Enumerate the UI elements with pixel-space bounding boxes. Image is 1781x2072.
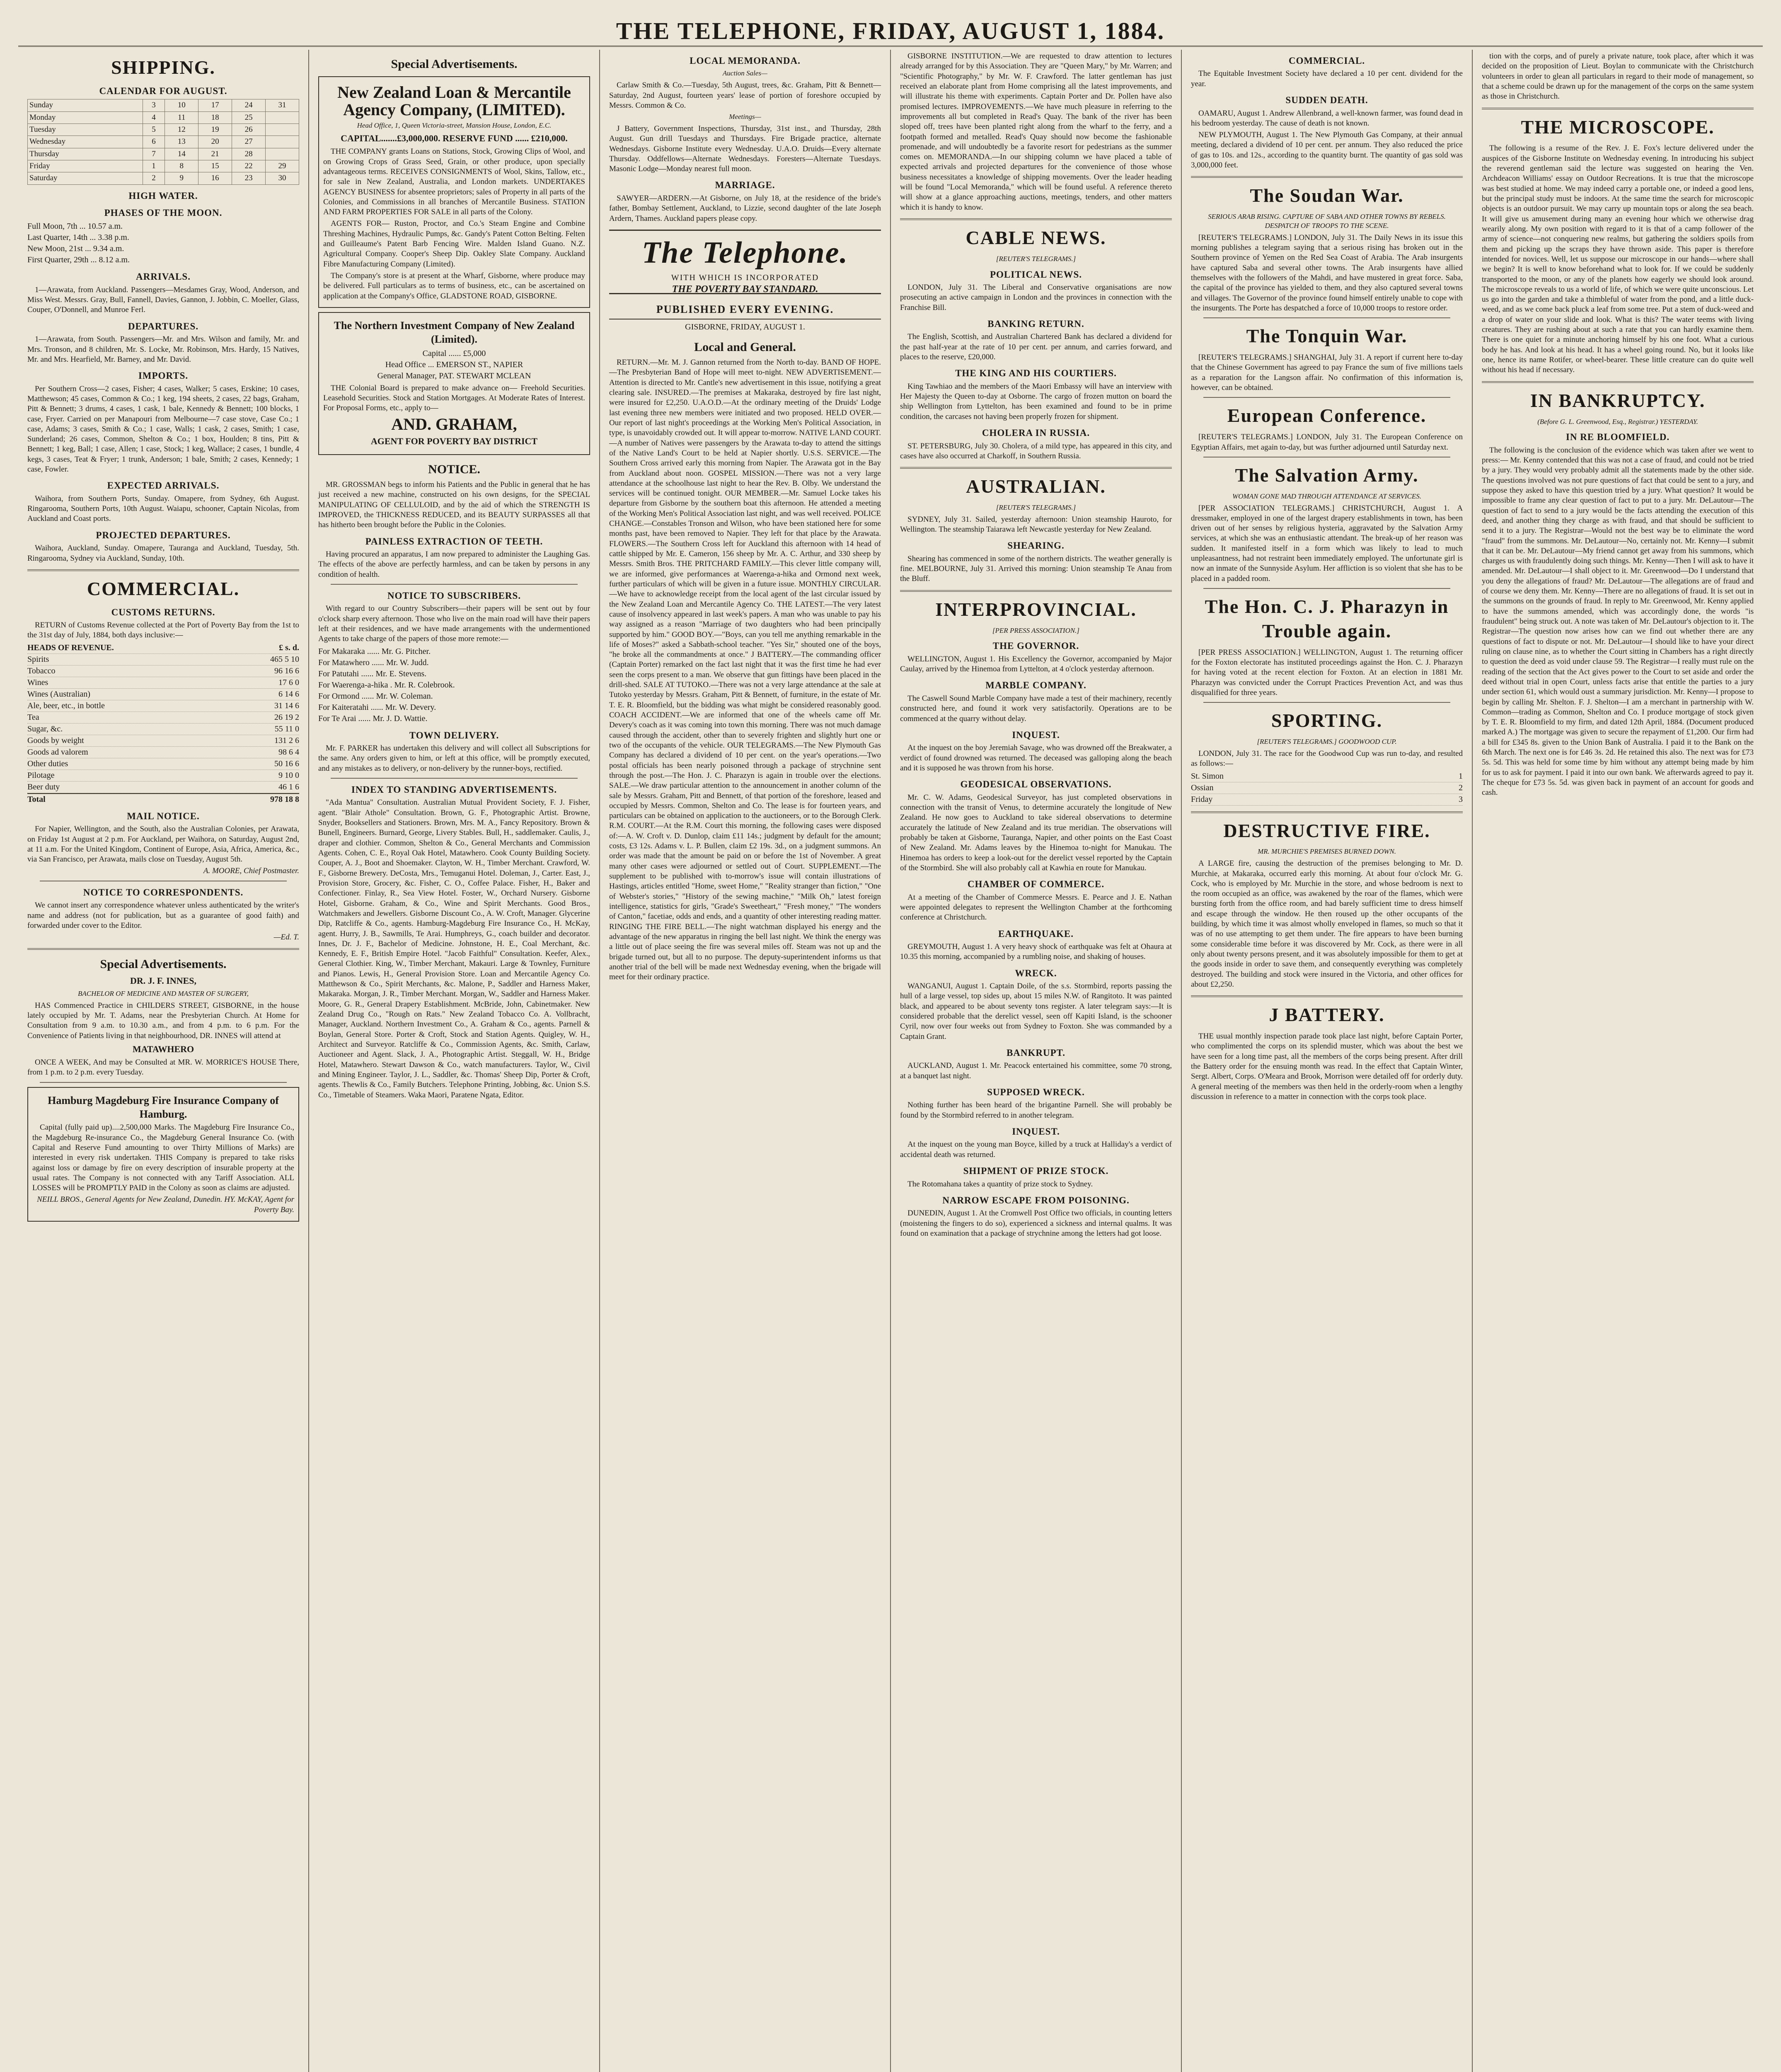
calendar-cell: 2 — [143, 172, 165, 184]
bankruptcy-sub: (Before G. L. Greenwood, Esq., Registrar.) YESTERDAY. — [1537, 417, 1698, 426]
calendar-cell: 1 — [143, 160, 165, 172]
calendar-cell: 29 — [266, 160, 299, 172]
banking-text: The English, Scottish, and Australian Chartered Bank has declared a dividend for the past half-year at the rate of 10 per cent. per annum, and carries forward, and places to the reserve, £20,000. — [900, 332, 1172, 362]
chamber-text: At a meeting of the Chamber of Commerce Messrs. E. Pearce and J. E. Nathan were appointed delegates to represent the Wellington Chamber at the forthcoming conference at Christchurch. — [900, 893, 1172, 922]
column-shipping — [18, 50, 309, 2072]
inquest2-text: At the inquest on the young man Boyce, killed by a truck at Halliday's a verdict of accidental death was returned. — [900, 1140, 1172, 1159]
cable-sub: [REUTER'S TELEGRAMS.] — [996, 254, 1076, 263]
divider — [1191, 995, 1463, 997]
agents-list — [318, 646, 590, 724]
calendar-cell: 26 — [232, 123, 266, 136]
calendar-cell: 4 — [143, 111, 165, 123]
table-row — [27, 677, 299, 689]
arrivals-heading: ARRIVALS. — [136, 271, 191, 282]
microscope-heading: THE MICROSCOPE. — [1521, 116, 1715, 138]
nz-loan-ad — [318, 76, 590, 308]
list-item: First Quarter, 29th ... 8.12 a.m. — [27, 255, 130, 265]
sporting-text: LONDON, July 31. The race for the Goodwood Cup was run to-day, and resulted as follows:— — [1191, 749, 1463, 768]
list-item: Capital ...... £5,000 — [422, 349, 486, 358]
tonquin-text: [REUTER'S TELEGRAMS.] SHANGHAI, July 31. A report if current here to-day that the Chinese Government has agreed to pay France the sum of five millions taels as a reparation for the Langson affair. No confirmation of this information is, however, can be obtained. — [1191, 353, 1463, 392]
australian-sub: [REUTER'S TELEGRAMS.] — [996, 503, 1076, 511]
hamburg-ad — [27, 1087, 299, 1222]
divider — [1191, 811, 1463, 813]
emblem-title: The Telephone. — [641, 235, 848, 270]
battery-heading: J BATTERY. — [1269, 1004, 1385, 1026]
political-text: LONDON, July 31. The Liberal and Conservative organisations are now prosecuting an active campaign in London and the provinces in connection with the Franchise Bill. — [900, 283, 1172, 312]
calendar-cell — [266, 111, 299, 123]
calendar-cell: 25 — [232, 111, 266, 123]
imports-heading: IMPORTS. — [138, 370, 189, 381]
divider — [331, 778, 578, 779]
calendar-cell: 21 — [198, 148, 232, 160]
list-item: For Te Arai ...... Mr. J. D. Wattie. — [318, 714, 428, 723]
wreck-heading: WRECK. — [1015, 968, 1057, 978]
bankrupt-heading: BANKRUPT. — [1006, 1047, 1066, 1058]
european-text: [REUTER'S TELEGRAMS.] LONDON, July 31. The European Conference on Egyptian Affairs, met again to-day, but was further adjourned until Saturday next. — [1191, 433, 1463, 452]
index-heading: INDEX TO STANDING ADVERTISEMENTS. — [351, 784, 557, 795]
customs-intro: RETURN of Customs Revenue collected at the Port of Poverty Bay from the 1st to the 31st day of July, 1884, both days inclusive:— — [27, 621, 299, 640]
subscribers-text: With regard to our Country Subscribers—their papers will be sent out by four o'clock sharp every afternoon. Those who live on the main road will have their papers left at their residences, and we have made arrangements with the undermentioned Agents to take charge of the papers of those more remote:— — [318, 604, 590, 644]
hamburg-text: Capital (fully paid up)....2,500,000 Marks. The Magdeburg Fire Insurance Co., the Magdeburg Re-insurance Co., the Magdeburg General Insurance Co. (with Capital and Reserve Fund amounting to over Thirty Millions of Marks) are interested in every risk undertaken. THIS Company is prepared to take risks against loss or damage by fire on every description of insurable property at the usual rates. The Company is not connected with any Tariff Association. ALL LOSSES will be PROMPTLY PAID in the Colony as soon as claims are adjusted. — [32, 1123, 294, 1193]
table-row — [27, 724, 299, 735]
australian-heading: AUSTRALIAN. — [966, 476, 1106, 497]
telephone-emblem — [609, 230, 881, 294]
divider — [27, 569, 299, 571]
calendar-day: Saturday — [28, 172, 143, 184]
calendar-table — [27, 99, 299, 184]
high-water-heading: HIGH WATER. — [128, 190, 198, 201]
auction-text: Carlaw Smith & Co.—Tuesday, 5th August, trees, &c. Graham, Pitt & Bennett—Saturday, 2nd August, fourteen years' lease of portion of foreshore occupied by Messrs. Common & Co. — [609, 81, 881, 110]
poisoning-heading: NARROW ESCAPE FROM POISONING. — [942, 1195, 1130, 1205]
commercial-heading: COMMERCIAL. — [87, 578, 240, 599]
painless-heading: PAINLESS EXTRACTION OF TEETH. — [365, 536, 543, 547]
divider — [331, 584, 578, 585]
calendar-cell — [266, 123, 299, 136]
interprovincial-sub: [PER PRESS ASSOCIATION.] — [992, 626, 1080, 634]
table-row — [27, 700, 299, 712]
divider — [1482, 108, 1754, 109]
cholera-heading: CHOLERA IN RUSSIA. — [982, 428, 1090, 438]
table-row — [1191, 782, 1463, 794]
commercial-text: The Equitable Investment Society have declared a 10 per cent. dividend for the year. — [1191, 69, 1463, 88]
customs-heading: CUSTOMS RETURNS. — [111, 607, 215, 617]
notice-heading: NOTICE. — [428, 462, 480, 476]
published-banner: PUBLISHED EVERY EVENING. — [609, 300, 881, 320]
calendar-cell: 22 — [232, 160, 266, 172]
sudden-death-heading: SUDDEN DEATH. — [1285, 95, 1368, 106]
divider — [900, 590, 1172, 592]
departures-heading: DEPARTURES. — [128, 321, 199, 332]
moon-list — [27, 221, 299, 266]
pharazyn-heading: The Hon. C. J. Pharazyn in Trouble again. — [1205, 596, 1449, 641]
imports-text: Per Southern Cross—2 cases, Fisher; 4 cases, Walker; 5 cases, Erskine; 10 cases, Matthewson; 45 cases, Common & Co.; 1 keg, 194 sheets, 2 cases, 22 bags, Graham, Pitt & Bennett; 3 drums, 4 cases, 1 cask, 1 bale, Kennedy & Bennett; 100 blocks, 1 case, Fryer. Carried on per Manapouri from Melbourne—7 case stove, Case Co.; 1 case, Adams; 3 cases, Smith & Co.; 1 case, Walls; 1 cask, 2 cases, Smith; 1 case, Sunderland; 26 cases, Common, Shelton & Co.; 1 box, Houlden; 8 tins, Pitt & Bennett; 1 keg, Ball; 1 case, Allen; 1 case, Stock; 1 keg, Wallace; 2 cases, 1 bundle, 4 kegs, 3 cases, Teat & Fryer; 1 trunk, Anderson; 1 bale, Smith; 2 cases, Kennedy; 1 case, Fowler. — [27, 384, 299, 474]
table-row — [27, 782, 299, 793]
calendar-cell: 28 — [232, 148, 266, 160]
correspondents-text: We cannot insert any correspondence whatever unless authenticated by the writer's name and address (not for publication, but as a guarantee of good faith) and forwarded under cover to the Editor. — [27, 901, 299, 930]
calendar-cell: 30 — [266, 172, 299, 184]
northern-details — [323, 348, 585, 382]
australian-text: SYDNEY, July 31. Sailed, yesterday afternoon: Union steamship Hauroto, for Wellington. The steamship Taiarawa left Newcastle yesterday for New Zealand. — [900, 515, 1172, 534]
table-cell: 978 18 8 — [270, 794, 299, 804]
salvation-heading: The Salvation Army. — [1235, 464, 1419, 486]
list-item: General Manager, PAT. STEWART MCLEAN — [377, 371, 531, 380]
special-ads-heading: Special Advertisements. — [100, 957, 227, 971]
calendar-cell: 23 — [232, 172, 266, 184]
nz-loan-capital: CAPITAL.......£3,000,000. RESERVE FUND ...... £210,000. — [341, 133, 568, 144]
intro-text: GISBORNE INSTITUTION.—We are requested to draw attention to lectures already arranged for by this Association. They are "Queen Mary," by Mr. Warren; and "Scientific Photography," by Mr. W. F. Crawford. The latter gentleman has just received an elaborate plant from Home comprising all the latest improvements, and will illustrate his theme with experiments. Captain Porter and Dr. Pollen have also promised lectures. IMPROVEMENTS.—We have much pleasure in referring to the improvements all but completed in Read's Quay. The bank of the river has been sloped off, trees have been planted right along from the wharf to the ferry, and a footpath formed and metalled. Read's Quay should now become the fashionable promenade, and will undoubtedly be a favorite resort for pedestrians as the summer comes on. MEMORANDA.—In our shipping column we have placed a table of expected arrivals and projected departures for the convenience of those whose business necessitates a knowledge of shipping movements. Over the leader heading will be found "Local Memoranda," which will be found useful. A reference thereto will show at a glance approaching auctions, meetings, tenders, and other matters which it is handy to know. — [900, 52, 1172, 212]
northern-investment-ad — [318, 312, 590, 455]
sporting-sub: [REUTER'S TELEGRAMS.] GOODWOOD CUP. — [1257, 738, 1397, 746]
geodesical-text: Mr. C. W. Adams, Geodesical Surveyor, has just completed observations in connection with the transit of Venus, to determine accurately the longitude of New Zealand. He now goes to Auckland to take sidereal observations to determine accurately the latitude of New Zealand and its true meridian. The observations will probably be taken at Gisborne, Tauranga, Napier, and other points on the East Coast of New Zealand. Mr. Adams leaves by the Hinemoa to-night for Manukau. The Hinemoa has orders to keep a look-out for the derelict vessel reported by the Captain of the Stormbird. She will also probably call at Kawhia en route for Manukau. — [900, 793, 1172, 872]
divider — [1203, 397, 1450, 398]
table-cell: 50 16 6 — [274, 759, 299, 768]
salvation-text: [PER ASSOCIATION TELEGRAMS.] CHRISTCHURCH, August 1. A dressmaker, employed in one of the largest drapery establishments in town, has been driven out of her senses by religious hysteria, aggravated by the Salvation Army services, at which she was an enthusiastic attendant. The break-up of her reason was sudden. It manifested itself in a form which was likely to lead to much unpleasantness, had not restraint been immediately employed. The unfortunate girl is now an inmate of the Sunnyside Asylum. Her affliction is so violent that she has to be placed in a padded room. — [1191, 503, 1463, 583]
table-cell: 3 — [1459, 794, 1463, 804]
projected-text: Waihora, Auckland, Sunday. Omapere, Tauranga and Auckland, Tuesday, 5th. Ringarooma, Sydney via Auckland, Sunday, 10th. — [27, 544, 299, 563]
battery-text: THE usual monthly inspection parade took place last night, before Captain Porter, who complimented the corps on its splendid muster, which was about the best we have seen for a long time past, all the members of the corps being present. After drill the Battery order for the ensuing month was read. In the effect that Captain Winter, Sergt. Albert, Corps. O'Meara and Brook, Morrison were detailed off for orderly duty. A general meeting of the members was then held in the orderly-room when a lengthy discussion in reference to a matter in connection with the corps took place. — [1191, 1032, 1463, 1101]
bankrupt-text: AUCKLAND, August 1. Mr. Peacock entertained his committee, some 70 strong, at a banquet last night. — [900, 1061, 1172, 1080]
table-row — [1191, 771, 1463, 782]
projected-heading: PROJECTED DEPARTURES. — [96, 530, 231, 540]
painless-text: Having procured an apparatus, I am now prepared to administer the Laughing Gas. The effects of the above are perfectly harmless, and can be taken by persons in any condition of health. — [318, 550, 590, 579]
innes-text: HAS Commenced Practice in CHILDERS STREET, GISBORNE, in the house lately occupied by Mr. T. Adams, near the Presbyterian Church. At Home for Consultation from 9 a.m. to 10.30 a.m., and from 4 p.m. to 6 p.m. For the Convenience of Patients living in that neighbourhood, DR. INNES will attend at — [27, 1001, 299, 1040]
nz-loan-title: New Zealand Loan & Mercantile Agency Company, (LIMITED). — [337, 83, 571, 119]
divider — [900, 218, 1172, 220]
calendar-cell: 7 — [143, 148, 165, 160]
table-cell: Sugar, &c. — [27, 724, 63, 733]
calendar-cell: 9 — [165, 172, 198, 184]
meetings-heading: Meetings— — [729, 113, 761, 121]
table-cell: 55 11 0 — [274, 724, 299, 733]
column-war-news — [1182, 50, 1473, 2072]
column-news — [891, 50, 1182, 2072]
list-item: For Makaraka ...... Mr. G. Pitcher. — [318, 646, 431, 656]
meetings-text: J Battery, Government Inspections, Thursday, 31st inst., and Thursday, 28th August. Gun drill Tuesdays and Thursdays. Fire Brigade practice, alternate Wednesdays. Gisborne Institute every Wednesday. U.A.O. Druids—Every alternate Thursday. Oddfellows—Alternate Wednesdays. Foresters—Alternate Tuesdays. Masonic Lodge—Monday nearest full moon. — [609, 124, 881, 174]
matawhero-heading: MATAWHERO — [132, 1043, 194, 1054]
divider — [1482, 381, 1754, 383]
prize-stock-text: The Rotomahana takes a quantity of prize stock to Sydney. — [907, 1179, 1093, 1188]
earthquake-text: GREYMOUTH, August 1. A very heavy shock of earthquake was felt at Ohaura at 10.35 this morning, accompanied by a rumbling noise, and shaking of houses. — [900, 942, 1172, 961]
subscribers-heading: NOTICE TO SUBSCRIBERS. — [387, 590, 521, 601]
correspondents-signature: —Ed. T. — [273, 933, 299, 942]
salvation-sub: WOMAN GONE MAD THROUGH ATTENDANCE AT SERVICES. — [1232, 492, 1422, 500]
sudden-death-text: OAMARU, August 1. Andrew Allenbrand, a well-known farmer, was found dead in his bedroom yesterday. The cause of death is not known. — [1191, 109, 1463, 128]
table-cell: St. Simon — [1191, 771, 1224, 781]
calendar-cell: 13 — [165, 136, 198, 148]
table-row — [27, 712, 299, 724]
calendar-day: Thursday — [28, 148, 143, 160]
table-cell: Wines (Australian) — [27, 689, 90, 699]
political-heading: POLITICAL NEWS. — [990, 269, 1082, 280]
dateline: GISBORNE, FRIDAY, AUGUST 1. — [685, 322, 805, 332]
calendar-cell: 19 — [198, 123, 232, 136]
table-cell: 6 14 6 — [278, 689, 299, 699]
table-row — [27, 642, 299, 654]
innes-title: DR. J. F. INNES, — [130, 975, 196, 986]
divider — [900, 467, 1172, 469]
calendar-cell: 3 — [143, 99, 165, 111]
calendar-cell: 16 — [198, 172, 232, 184]
table-cell: 9 10 0 — [278, 770, 299, 780]
auction-heading: Auction Sales— — [722, 69, 768, 77]
table-cell: Ossian — [1191, 783, 1214, 792]
fire-heading: DESTRUCTIVE FIRE. — [1223, 820, 1430, 841]
governor-heading: THE GOVERNOR. — [992, 641, 1079, 651]
calendar-cell: 31 — [266, 99, 299, 111]
innes-subtitle: BACHELOR OF MEDICINE AND MASTER OF SURGERY, — [78, 989, 249, 997]
departures-text: 1—Arawata, from South. Passengers—Mr. and Mrs. Wilson and family, Mr. and Mrs. Tronson, and 8 children, Mr. S. Locke, Mr. Robinson, Mrs. Hardy, 15 Natives, Mr. and Mrs. Hearfield, Mr. Barney, and Mr. David. — [27, 335, 299, 364]
delivery-text: Mr. F. PARKER has undertaken this delivery and will collect all Subscriptions for the same. Any orders given to him, or left at this office, will be promptly executed, and any mistakes as to delivery, or non-delivery by the runner-boys, rectified. — [318, 744, 590, 773]
earthquake-heading: EARTHQUAKE. — [998, 928, 1074, 939]
commercial-heading: COMMERCIAL. — [1288, 56, 1365, 66]
northern-text: THE Colonial Board is prepared to make advance on— Freehold Securities. Leasehold Securities. Stock and Station Mortgages. At Moderate Rates of Interest. For Proposal Forms, etc., apply to— — [323, 383, 585, 413]
table-header: HEADS OF REVENUE. — [27, 643, 114, 652]
calendar-cell: 10 — [165, 99, 198, 111]
table-row — [27, 689, 299, 700]
marriage-text: SAWYER—ARDERN.—At Gisborne, on July 18, at the residence of the bride's father, Bombay Settlement, Auckland, to Lizzie, second daughter of the late Joseph Ardern, Thames. Auckland papers please copy. — [609, 194, 881, 223]
bankruptcy-heading: IN BANKRUPTCY. — [1530, 390, 1706, 411]
table-row — [27, 666, 299, 677]
bankruptcy-case: IN RE BLOOMFIELD. — [1566, 432, 1670, 443]
table-cell: 46 1 6 — [278, 782, 299, 792]
calendar-cell — [266, 136, 299, 148]
shearing-text: Shearing has commenced in some of the northern districts. The weather generally is fine. MELBOURNE, July 31. Arrived this morning: Union steamship Te Anau from the Bluff. — [900, 554, 1172, 583]
king-text: King Tawhiao and the members of the Maori Embassy will have an interview with Her Majesty the Queen to-day at Osborne. The cargo of frozen mutton on board the ship Wellington from Lyttelton, has been examined and found to be in prime condition, the carcases not having been properly frozen for shipment. — [900, 382, 1172, 421]
moon-heading: PHASES OF THE MOON. — [104, 207, 223, 218]
table-row — [28, 148, 299, 160]
local-general-text: RETURN.—Mr. M. J. Gannon returned from the North to-day. BAND OF HOPE.—The Presbyterian Band of Hope will meet to-night. NEW ADVERTISEMENT.—Attention is directed to Mr. Cantle's new advertisement in this issue, notifying a great clearing sale. INSURED.—The premises at Makaraka, destroyed by fire last night, were insured for £2,250. U.A.O.D.—At the ordinary meeting of the Druids' Lodge last evening three new members were initiated and two proposed. HELD OVER.—Our report of last night's proceedings at the Working Men's Political Association, in type, is unavoidably crowded out. It will appear to-morrow. NATIVE LAND COURT.—A number of Natives were passengers by the Arawata to-day to attend the sittings of the Native Land's Court to be held at Napier shortly. U.S.S. SERVICE.—The Southern Cross arrived early this morning from Napier. The Arawata got in the Bay from Auckland about noon. GOSPEL MISSION.—There was not a very large attendance at the schoolhouse last night to hear the Rev. B. Olby. We understand the services will be continued tonight. OUR MEMBER.—Mr. Samuel Locke takes his departure from Gisborne by the southern boat this afternoon. He attended a meeting of the Working Men's Political Association last night, and was well received. POLICE CHANGE.—Constables Tronson and Wilson, who have been stationed here for some months past, have been removed to Napier. They left for that place by the Arawata. FLOWERS.—The Southern Cross left for Auckland this afternoon with 14 head of cattle shipped by Mr. E. Cameron, 156 sheep by Mr. A. C. Arthur, and 330 sheep by Messrs. Smith Bros. THE PRITCHARD FAMILY.—This clever little company will, we are informed, give performances at Waerenga-a-hika and Ormond next week, further particulars of which will be given in a future issue. MONTHLY CIRCULAR.—We have to acknowledge receipt from the local agent of the last circular issued by the New Zealand Loan and Mercantile Agency Co. THE LATEST.—The very latest cause of insolvency appeared in last week's papers. A man who was unable to pay his way assigned as a reason "Marriage of two daughters who had been principally supported by him." GOOD BOY.—"Boys, can you tell me anything remarkable in the life of Moses?" asked a Sabbath-school teacher. "Yes Sir," shouted one of the boys, "he broke all the commandments at once." J BATTERY.—The commanding officer (Captain Porter) remarked on the fact last night that it was the first time he had ever seen the corps present to a man. We observe that gun fittings have been placed in the drill-shed. SALE AT TUTOKO.—There was not a very large attendance at the sale at Tutoko yesterday by Messrs. Graham, Pitt & Bennett, of furniture, in the estate of Mr. T. E. R. Bloomfield, but the bidding was what might be considered reasonably good. COACH ACCIDENT.—We are informed that one of the wheels came off Mr. Devery's coach as it was coming into town this morning. There was not much damage caused through the accident, other than to severely frighten and slightly hurt one or two of the occupants of the vehicle. OUR TELEGRAMS.—The New Plymouth Gas Company has declared a dividend of 10 per cent. on the year's operations.—Two postal officials has been nearly poisoned through a package of strychnine sent through the post.—The Hon. J. C. Pharazyn is again in trouble over the elections. SALE.—We draw particular attention to the announcement in another column of the sale by Messrs. Graham, Pitt and Bennett, of that portion of the foreshore, leased and occupied by Messrs. Common, Shelton and Co. The lease is for fourteen years, and particulars can be obtained on application to the auctioneers, or to the Borough Clerk. R.M. COURT.—At the R.M. Court this morning, the following cases were disposed of:—A. W. Croft v. D. Dunlop, claim £11 14s.; judgment by default for the amount; costs, £3 12s. Adams v. L. P. Bullen, claim £2 19s. 3d., on a judgment summons. An order was made that the amount be paid on or before the 1st of November. A great many other cases were adjourned or settled out of Court. SUPPLEMENT.—The supplement to be published with to-morrow's issue will contain illustrations of Hastings, articles entitled "Home, sweet Home," "Reality stranger than fiction," "One of Webster's stories," "History of the sewing machine," "Milk Oh," latest foreign intelligence, statistics for girls, "Grade's Sweetheart," "Fresh money," "The wonders of Canton," facetiae, odds and ends, and a quantity of other interesting reading matter. RINGING THE FIRE BELL.—The night watchman displayed his energy and the advantage of the new apparatus in ringing the bell last night. We think the energy was a little out of place seeing the fire was several miles off. Steam was not up and the brigade turned out, but all to no purpose. The deputy-superintendent informs us that another trial of the bell will be made next Wednesday evening, when the brigade will meet for their ordinary practice. — [609, 358, 881, 982]
calendar-cell — [266, 148, 299, 160]
banking-heading: BANKING RETURN. — [987, 319, 1084, 329]
poisoning-text: DUNEDIN, August 1. At the Cromwell Post Office two officials, in counting letters (moistening the fingers to do so), experienced a sickness and internal qualms. It was found on examination that a package of strychnine among the letters had got loose. — [900, 1209, 1172, 1238]
microscope-text: The following is a resume of the Rev. J. E. Fox's lecture delivered under the auspices of the Gisborne Institute on Wednesday evening. In introducing his subject the reverend gentleman said the lecture was suggested on hearing the Ven. Archdeacon Williams' essay on Outdoor Recreations. It is true that the microscope was best studied at home. We may indeed carry a portable one, or indeed a good lens, but the principal study must be indoors. At the same time the search for microscopic objects is an outdoor pursuit. We may carry up mountain tops or along the sea beach. It will give us amusement during many an evening hour which we otherwise drag wearily along. My own position with regard to it is that of a camp follower of the army of science—not conquering new realms, but gathering the soldiers spoils from them and picking up the scraps they have thrown aside. This paper is therefore intended for novices. Well, let us suppose our microscope in our hands—where shall we begin? It is well to know beforehand what to look for. If we could be suddenly transported to the moon, or any of the planets how eagerly we should look around. The microscope reveals to us a world of life, of which we were quite unconscious. Let us go into the garden and take a thimbleful of water from the pond, and a little duck-weed, and as we come back pluck a leaf from some tree. Put a stem of duck-weed and a drop of water on your slide and look. What is this? The water teems with living creatures. They are rushing about at such a rate that you can hardly examine them. There is one quiet for a minute anchoring himself by his one foot. What a curious body he has. And look at his head. It has a wheel going round. No, but it looks like one, hence its name Rotifer, or wheel-bearer. These little creature can do quite well without his head if necessary. — [1482, 144, 1754, 375]
inquest-heading: INQUEST. — [1012, 729, 1060, 740]
calendar-cell: 5 — [143, 123, 165, 136]
shipping-heading: SHIPPING. — [111, 57, 215, 78]
calendar-day: Wednesday — [28, 136, 143, 148]
table-cell: 1 — [1459, 771, 1463, 781]
geodesical-heading: GEODESICAL OBSERVATIONS. — [960, 779, 1112, 790]
column-local — [600, 50, 891, 2072]
table-cell: Total — [27, 794, 46, 804]
column-advertisements — [309, 50, 600, 2072]
calendar-title: CALENDAR FOR AUGUST. — [99, 85, 227, 96]
table-row — [28, 123, 299, 136]
race-results — [1191, 771, 1463, 806]
table-row — [28, 136, 299, 148]
columns — [18, 50, 1763, 2072]
table-cell: Tobacco — [27, 666, 56, 675]
table-cell: 26 19 2 — [274, 712, 299, 722]
customs-table — [27, 642, 299, 805]
wreck-text: WANGANUI, August 1. Captain Doile, of the s.s. Stormbird, reports passing the hull of a large vessel, top sides up, about 15 miles N.W. of Rangitoto. It was painted black, and appeared to be about seventy tons register. A later telegram says:—It is considered probable that the derelict vessel, seen off Kapiti Island, is the schooner Cyril, now over four weeks out from Sydney to Foxton. She was commanded by a Captain Grant. — [900, 982, 1172, 1041]
divider — [1191, 176, 1463, 178]
list-item: For Ormond ...... Mr. W. Coleman. — [318, 691, 433, 701]
fire-sub: MR. MURCHIE'S PREMISES BURNED DOWN. — [1257, 847, 1396, 856]
shearing-heading: SHEARING. — [1007, 540, 1065, 551]
tonquin-heading: The Tonquin War. — [1246, 325, 1408, 347]
calendar-cell: 17 — [198, 99, 232, 111]
nz-loan-text: THE COMPANY grants Loans on Stations, Stock, Growing Clips of Wool, and on Growing Crops of Grass Seed, Grain, or other produce, upon specially advantageous terms. RECEIVES CONSIGNMENTS of Wool, Skins, Tallow, etc., for sale in New Zealand, Australia, and London markets. UNDERTAKES AGENCY BUSINESS for absentee proprietors; sales of Property in all parts of the Colonies, and Commissions in all branches of Mercantile Business. STATION AND FARM PROPERTIES FOR SALE in all parts of the Colony. — [323, 147, 585, 217]
prize-stock-heading: SHIPMENT OF PRIZE STOCK. — [963, 1166, 1109, 1176]
table-row — [28, 172, 299, 184]
hamburg-signature: NEILL BROS., General Agents for New Zealand, Dunedin. HY. McKAY, Agent for Poverty Bay. — [37, 1195, 294, 1214]
delivery-heading: TOWN DELIVERY. — [409, 730, 499, 741]
table-cell: Beer duty — [27, 782, 60, 792]
calendar-cell: 6 — [143, 136, 165, 148]
table-cell: 131 2 6 — [274, 736, 299, 745]
cable-heading: CABLE NEWS. — [966, 227, 1106, 248]
correspondents-heading: NOTICE TO CORRESPONDENTS. — [83, 887, 244, 898]
table-cell: Wines — [27, 678, 48, 687]
supposed-wreck-text: Nothing further has been heard of the brigantine Parnell. She will probably be found by the Stormbird referred to in another telegram. — [900, 1101, 1172, 1120]
table-row — [27, 758, 299, 770]
marble-heading: MARBLE COMPANY. — [985, 680, 1087, 691]
soudan-sub: SERIOUS ARAB RISING. CAPTURE OF SABA AND OTHER TOWNS BY REBELS. DESPATCH OF TROOPS TO THE SCENE. — [1208, 213, 1446, 230]
soudan-text: [REUTER'S TELEGRAMS.] LONDON, July 31. The Daily News in its issue this morning publishes a telegram saying that a serious rising has broken out in the Southern province of Yemen on the Red Sea Coast of Arabia. The Arab insurgents have captured Saba and several other towns. The Arab insurgents have allied themselves with the followers of the Mahdi, and have mustered in great force. Saba, the capital of the province has yielded to them, and they also captured several towns and villages. The Governor of the province found himself entirely unable to cope with the insurgents. The Porte has despatched a force of 10,000 troops to restore order. — [1191, 233, 1463, 312]
pharazyn-text: [PER PRESS ASSOCIATION.] WELLINGTON, August 1. The returning officer for the Foxton electorate has instituted proceedings against the Hon. C. J. Pharazyn for having voted at the recent election for Foxton. At an election in 1881 Mr. Pharazyn was convicted under the Corrupt Practices Prevention Act, and was thus disqualified for three years. — [1191, 648, 1463, 697]
nz-loan-store: The Company's store is at present at the Wharf, Gisborne, where produce may be delivered. Full particulars as to terms of business, etc., can be ascertained on application at the Company's Office, GLADSTONE ROAD, GISBORNE. — [323, 271, 585, 300]
nz-loan-agents: AGENTS FOR— Ruston, Proctor, and Co.'s Steam Engine and Combine Threshing Machines, Hydraulic Pumps, &c. Gandy's Patent Cotton Belting. Felten and Guilleaume's Patent Barb Fencing Wire. Malden Island Guano. N.Z. Agricultural Company. Cooper's Sheep Dip. Oakley Slate Company. Auckland Fibre Manufacturing Company (Limited). — [323, 219, 585, 269]
mail-text: For Napier, Wellington, and the South, also the Australian Colonies, per Arawata, on Friday 1st August at 2 p.m. For Auckland, per Waihora, on Saturday, August 2nd, at 11 a.m. For the United Kingdom, Continent of Europe, Asia, Africa, America, &c., via San Francisco, per Arawata, mails close on Tuesday, August 5th. — [27, 825, 299, 864]
expected-heading: EXPECTED ARRIVALS. — [107, 480, 220, 491]
supposed-wreck-heading: SUPPOSED WRECK. — [987, 1087, 1085, 1097]
divider — [1203, 702, 1450, 703]
inquest2-heading: INQUEST. — [1012, 1126, 1060, 1137]
calendar-cell: 18 — [198, 111, 232, 123]
table-cell: Tea — [27, 712, 39, 722]
list-item: Last Quarter, 14th ... 3.38 p.m. — [27, 233, 129, 242]
calendar-day: Tuesday — [28, 123, 143, 136]
calendar-cell: 15 — [198, 160, 232, 172]
arrivals-text: 1—Arawata, from Auckland. Passengers—Mesdames Gray, Wood, Anderson, and Miss West. Messrs. Gray, Bull, Fannell, Davies, Gannon, J. Jobbin, C. Moeller, Glass, Couper, O'Donnell, and Munroe Ferl. — [27, 285, 299, 315]
list-item: Full Moon, 7th ... 10.57 a.m. — [27, 222, 123, 231]
table-cell: Friday — [1191, 794, 1213, 804]
table-row — [28, 99, 299, 111]
marriage-heading: MARRIAGE. — [715, 180, 775, 191]
divider — [40, 1082, 287, 1083]
calendar-cell: 24 — [232, 99, 266, 111]
calendar-day: Friday — [28, 160, 143, 172]
table-row — [27, 747, 299, 758]
inquest-text: At the inquest on the boy Jeremiah Savage, who was drowned off the Breakwater, a verdict of found drowned was returned. The deceased was galloping along the beach and it is supposed he was thrown from his horse. — [900, 743, 1172, 772]
divider — [1203, 317, 1450, 318]
calendar-day: Sunday — [28, 99, 143, 111]
nz-loan-head-office: Head Office, 1, Queen Victoria-street, Mansion House, London, E.C. — [357, 121, 552, 130]
mail-heading: MAIL NOTICE. — [127, 811, 200, 821]
calendar-cell: 20 — [198, 136, 232, 148]
expected-text: Waihora, from Southern Ports, Sunday. Omapere, from Sydney, 6th August. Ringarooma, Southern Ports, 10th August. Waiapu, schooner, Captain Nicolas, from Auckland and Coast ports. — [27, 494, 299, 523]
table-cell: Goods ad valorem — [27, 747, 88, 757]
list-item: Head Office ... EMERSON ST., NAPIER — [385, 360, 523, 369]
soudan-heading: The Soudan War. — [1250, 185, 1404, 206]
notice-text: MR. GROSSMAN begs to inform his Patients and the Public in general that he has just received a new machine, constructed on his own designs, for the SPECIAL MANIPULATING OF CELLULOID, and by the aid of which the STRENGTH IS IMPROVED, the THICKNESS REDUCED, and its BEAUTY SURPASSES all that has hitherto been brought before the Public in the Colonies. — [318, 480, 590, 530]
fire-text: A LARGE fire, causing the destruction of the premises belonging to Mr. D. Murchie, at Makaraka, occurred early this morning. At about four o'clock Mr. G. Cock, who is employed by Mr. Murchie in the store, and whose bedroom is next to the room occupied as an office, was awakened by the roar of the flames, which were bursting forth from the office room, and had barely sufficient time to dress himself and escape through the window. He then roused up the other occupants of the building, by which time it was almost wholly enveloped in flames, so much so that it was of no use attempting to get them under. The fire appears to have been burning some considerable time before it was discovered by Mr. Cock, as there were in all only about twenty persons present, and it was absolutely impossible for them to get at the goods inside in order to save them, and consequently everything was completely destroyed. The building and stock were insured in the Victoria, and other offices for about £2,250. — [1191, 859, 1463, 989]
graham-name: AND. GRAHAM, — [391, 415, 517, 434]
emblem-incorporated: WITH WHICH IS INCORPORATED — [671, 273, 819, 282]
local-memoranda-heading: LOCAL MEMORANDA. — [690, 56, 801, 66]
chamber-heading: CHAMBER OF COMMERCE. — [967, 879, 1105, 890]
table-row — [27, 654, 299, 666]
northern-title: The Northern Investment Company of New Zealand (Limited). — [334, 319, 575, 346]
table-cell: 31 14 6 — [274, 701, 299, 710]
divider — [1203, 588, 1450, 589]
column-lectures — [1473, 50, 1763, 2072]
table-row — [28, 111, 299, 123]
cholera-text: ST. PETERSBURG, July 30. Cholera, of a mild type, has appeared in this city, and cases have also occurred at Charkoff, in Southern Russia. — [900, 441, 1172, 460]
table-cell: 465 5 10 — [270, 654, 299, 664]
local-general-heading: Local and General. — [694, 340, 796, 354]
table-cell: 98 6 4 — [278, 747, 299, 757]
divider — [27, 948, 299, 950]
continued-text: tion with the corps, and of purely a private nature, took place, after which it was decided on the proposition of Lieut. Boylan to communicate with the Christchurch volunteers in order to glean all particulars in regard to their mode of management, so that a scheme could be drawn up for the management of the corps on the same system as those in Christchurch. — [1482, 52, 1754, 101]
list-item: New Moon, 21st ... 9.34 a.m. — [27, 244, 124, 254]
bankruptcy-text: The following is the conclusion of the evidence which was taken after we went to press:— Mr. Kenny contended that this was not a case of fraud, and could not be tried by a jury. They would very probably admit all the statements made by the other side. The questions involved was not pure questions of fact that could be sent to a jury, and suppose they asked to have this question tried by a jury. What question? It would be impossible to frame any clear question of fact to put to a jury. Mr. DeLautour—The question of fact to send to a jury would be the facts attending the execution of this deed, and another thing they charge as with fraud, and that should be sufficient to send it to a jury. The Registrar—Would not the best way be to eliminate the word "fraud" from the summons. Mr. DeLautour—No, certainly not. Mr. Kenny—I submit that it can be. Mr. DeLautour—My friend cannot get away from his summons, which charges us with fraudulently doing such things. Mr. Kenny—Then I will ask to have it amended. Mr. DeLautour—I shall object to it. Mr. Greenwood—Do I understand that you deny the allegations of fraud? Mr. DeLautour—The allegations are of fraud and of course we deny them. Mr. Kenny—There are no allegations of fraud. It is set out in the summons on the grounds of fraud. In reply to Mr. Greenwood, Mr. Kenny applied to have the summons amended, which was accordingly done, the words "is fraudulent" being struck out. A note was taken of Mr. DeLautour's objection to it. The Registrar—The question now arises how can we find out whether there are any questions of fact to dispute or not. Mr. DeLautour—I should like to have your direct ruling on clause nine, as to whether the Court sitting in Chambers has a right directly to question the deed as void under clause 59. The Registrar—I really must rule on the reading of the section that the Act gives power to the Court to set aside and order the deed without trial in open Court, unless facts arise that entitle the parties to a jury under section 61, which would oust a summary jurisdiction. Mr. Kenny—I propose to begin by calling Mr. Shelton. F. J. Shelton—I am a merchant in partnership with W. Common—trading as Common, Shelton and Co. I produce mortgage of stock given by T. E. R. Bloomfield to my firm, and dated 12th April, 1884. (Document produced marked A.) The mortgage was given to secure the repayment of £1,200. Our firm had a bill for £345 8s. given to the Union Bank of Australia. I paid it to the Bank on the 6th March. The next one is for £46 3s. 2d. He retained this also. The next was for £73 5s. 5d. This was held for some time by him without any attempt being made by him for us to ask for payment. I paid it into our own bank. We afterwards agreed to pay it. The cheque for £73 5s. 5d. was given back in payment of an account for goods and cash. — [1482, 445, 1754, 797]
table-row-total — [27, 793, 299, 805]
table-cell: Spirits — [27, 654, 49, 664]
table-row — [1191, 794, 1463, 806]
table-row — [27, 735, 299, 747]
marble-text: The Caswell Sound Marble Company have made a test of their machinery, recently constructed here, and found it work very satisfactorily. Operations are to be commenced at the quarry without delay. — [900, 694, 1172, 723]
hamburg-title: Hamburg Magdeburg Fire Insurance Company of Hamburg. — [48, 1094, 279, 1121]
table-row — [28, 160, 299, 172]
calendar-cell: 11 — [165, 111, 198, 123]
index-text: "Ada Mantua" Consultation. Australian Mutual Provident Society, F. J. Fisher, agent. "Blair Athole" Consultation. Brown, G. F., Photographic Artist. Browne, Snyder, Booksellers and Stationers. Brown, Mrs. M. A., Fancy Repository. Brown & Bunell, Engineers. Burnard, George, Livery Stables. Bull, H., saddlemaker. Caulis, J., draper and clothier. Common, Shelton & Co., General Merchants and Commission Agents. Cohen, C. E., Royal Oak Hotel, Matawhero. Cook County Building Society. Couper, A. J., Boot and Shoemaker. Clayton, W. H., Timber Merchant. Crawford, W. F., Gisborne Brewery. DeCosta, Mrs., Temuganui Hotel. Doleman, J., Carter. East, J., Provision Store, Grocery, &c. Fisher, C. O., Coffee Palace. Fisher, H., Baker and Confectioner. Finlay, R., Sea View Hotel. Foster, W., Orchard Nursery. Gisborne Hotel, Gisborne. Graham, & Co., Wine and Spirit Merchants. Good Bros., Watchmakers and Jewellers. Gisborne Discount Co., A. W. Croft, Manager. Glycerine Dip, Ratcliffe & Co., agents. Hamburg-Magdeburg Fire Insurance Co., H. McKay, agent. Hurry, J. B., Sawmills, Te Arai. Humphreys, G., coach builder and decorator. Innes, Dr. J. F., Bachelor of Medicine. Johnstone, H. E., Coal Merchant, &c. Kennedy, E. F., British Empire Hotel. "Jacob Faithful" Consultation. Keefer, Alex., General Clothier. King, W., Timber Merchant, Makauri. Large & Townley, Furniture and Pianos. Lewis, H., General Provision Store. Loan and Mercantile Agency Co. Matthewson & Co., Spirit Merchants, &c. Malone, P., Saddler and Harness Maker, Makaraka. Morgan, J. R., Timber Merchant. Morgan, W., Saddler and Harness Maker. Moore, G. R., General Drapery Establishment. McBride, John, Cabinetmaker. New Zealand Drug Co., "Rough on Rats." New Zealand Tobacco Co. A. Vollbracht, Manager, Auckland. Northern Investment Co., A. Graham & Co., agents. Parnell & Boylan, General Store. Porter & Croft, Stock and Station Agents. Quigley, W. H., Architect and Surveyor. Ratcliffe & Co., Commission Agents, &c. Smith, Carlaw, Auctioneer and Agent. Slack, J. A., Photographic Artist. Steggall, W. H., Bridge Hotel, Matawhero. Stewart Dawson & Co., watch manufacturers. Taylor, W., Civil and Mining Engineer. Taylor, J. L., Saddler, &c. Thomas' Sheep Dip, Porter & Croft, agents. Thewlis & Co., Family Butchers. Telephone Printing, Jobbing, &c. Union S.S. Co., Timetable of Steamers. Waka Maori, Paratene Ngata, Editor. — [318, 798, 590, 1099]
interprovincial-heading: INTERPROVINCIAL. — [935, 598, 1137, 620]
list-item: For Waerenga-a-hika . Mr. R. Colebrook. — [318, 680, 455, 690]
graham-sub: AGENT FOR POVERTY BAY DISTRICT — [370, 436, 538, 447]
european-heading: European Conference. — [1227, 405, 1427, 426]
gas-text: NEW PLYMOUTH, August 1. The New Plymouth Gas Company, at their annual meeting, declared a dividend of 10 per cent. per annum. They also reduced the price of gas to 10s. and 12s., according to the quantity burnt. The quantity of gas sold was 3,000,000 feet. — [1191, 131, 1463, 170]
matawhero-text: ONCE A WEEK, And may be Consulted at MR. W. MORRICE'S HOUSE There, from 1 p.m. to 2 p.m. every Tuesday. — [27, 1058, 299, 1077]
calendar-cell: 14 — [165, 148, 198, 160]
table-cell: Pilotage — [27, 770, 55, 780]
table-cell: 96 16 6 — [274, 666, 299, 675]
table-cell: 2 — [1459, 783, 1463, 792]
special-ads-heading: Special Advertisements. — [391, 57, 518, 71]
table-cell: 17 6 0 — [278, 678, 299, 687]
table-cell: Ale, beer, etc., in bottle — [27, 701, 105, 710]
list-item: For Patutahi ...... Mr. E. Stevens. — [318, 669, 427, 678]
table-cell: Goods by weight — [27, 736, 84, 745]
king-heading: THE KING AND HIS COURTIERS. — [955, 368, 1117, 379]
calendar-day: Monday — [28, 111, 143, 123]
mail-signature: A. MOORE, Chief Postmaster. — [203, 867, 299, 876]
table-row — [27, 770, 299, 782]
masthead: THE TELEPHONE, FRIDAY, AUGUST 1, 1884. — [18, 17, 1763, 47]
list-item: For Matawhero ...... Mr. W. Judd. — [318, 658, 429, 667]
calendar-cell: 12 — [165, 123, 198, 136]
governor-text: WELLINGTON, August 1. His Excellency the Governor, accompanied by Major Caulay, arrived by the Hinemoa from Lyttelton, at 4 o'clock yesterday afternoon. — [900, 654, 1172, 674]
calendar-cell: 27 — [232, 136, 266, 148]
sporting-heading: SPORTING. — [1271, 710, 1383, 731]
emblem-standard: THE POVERTY BAY STANDARD. — [672, 284, 818, 295]
table-cell: Other duties — [27, 759, 68, 768]
list-item: For Kaiteratahi ...... Mr. W. Devery. — [318, 702, 436, 712]
calendar-cell: 8 — [165, 160, 198, 172]
table-header: £ s. d. — [279, 643, 299, 652]
